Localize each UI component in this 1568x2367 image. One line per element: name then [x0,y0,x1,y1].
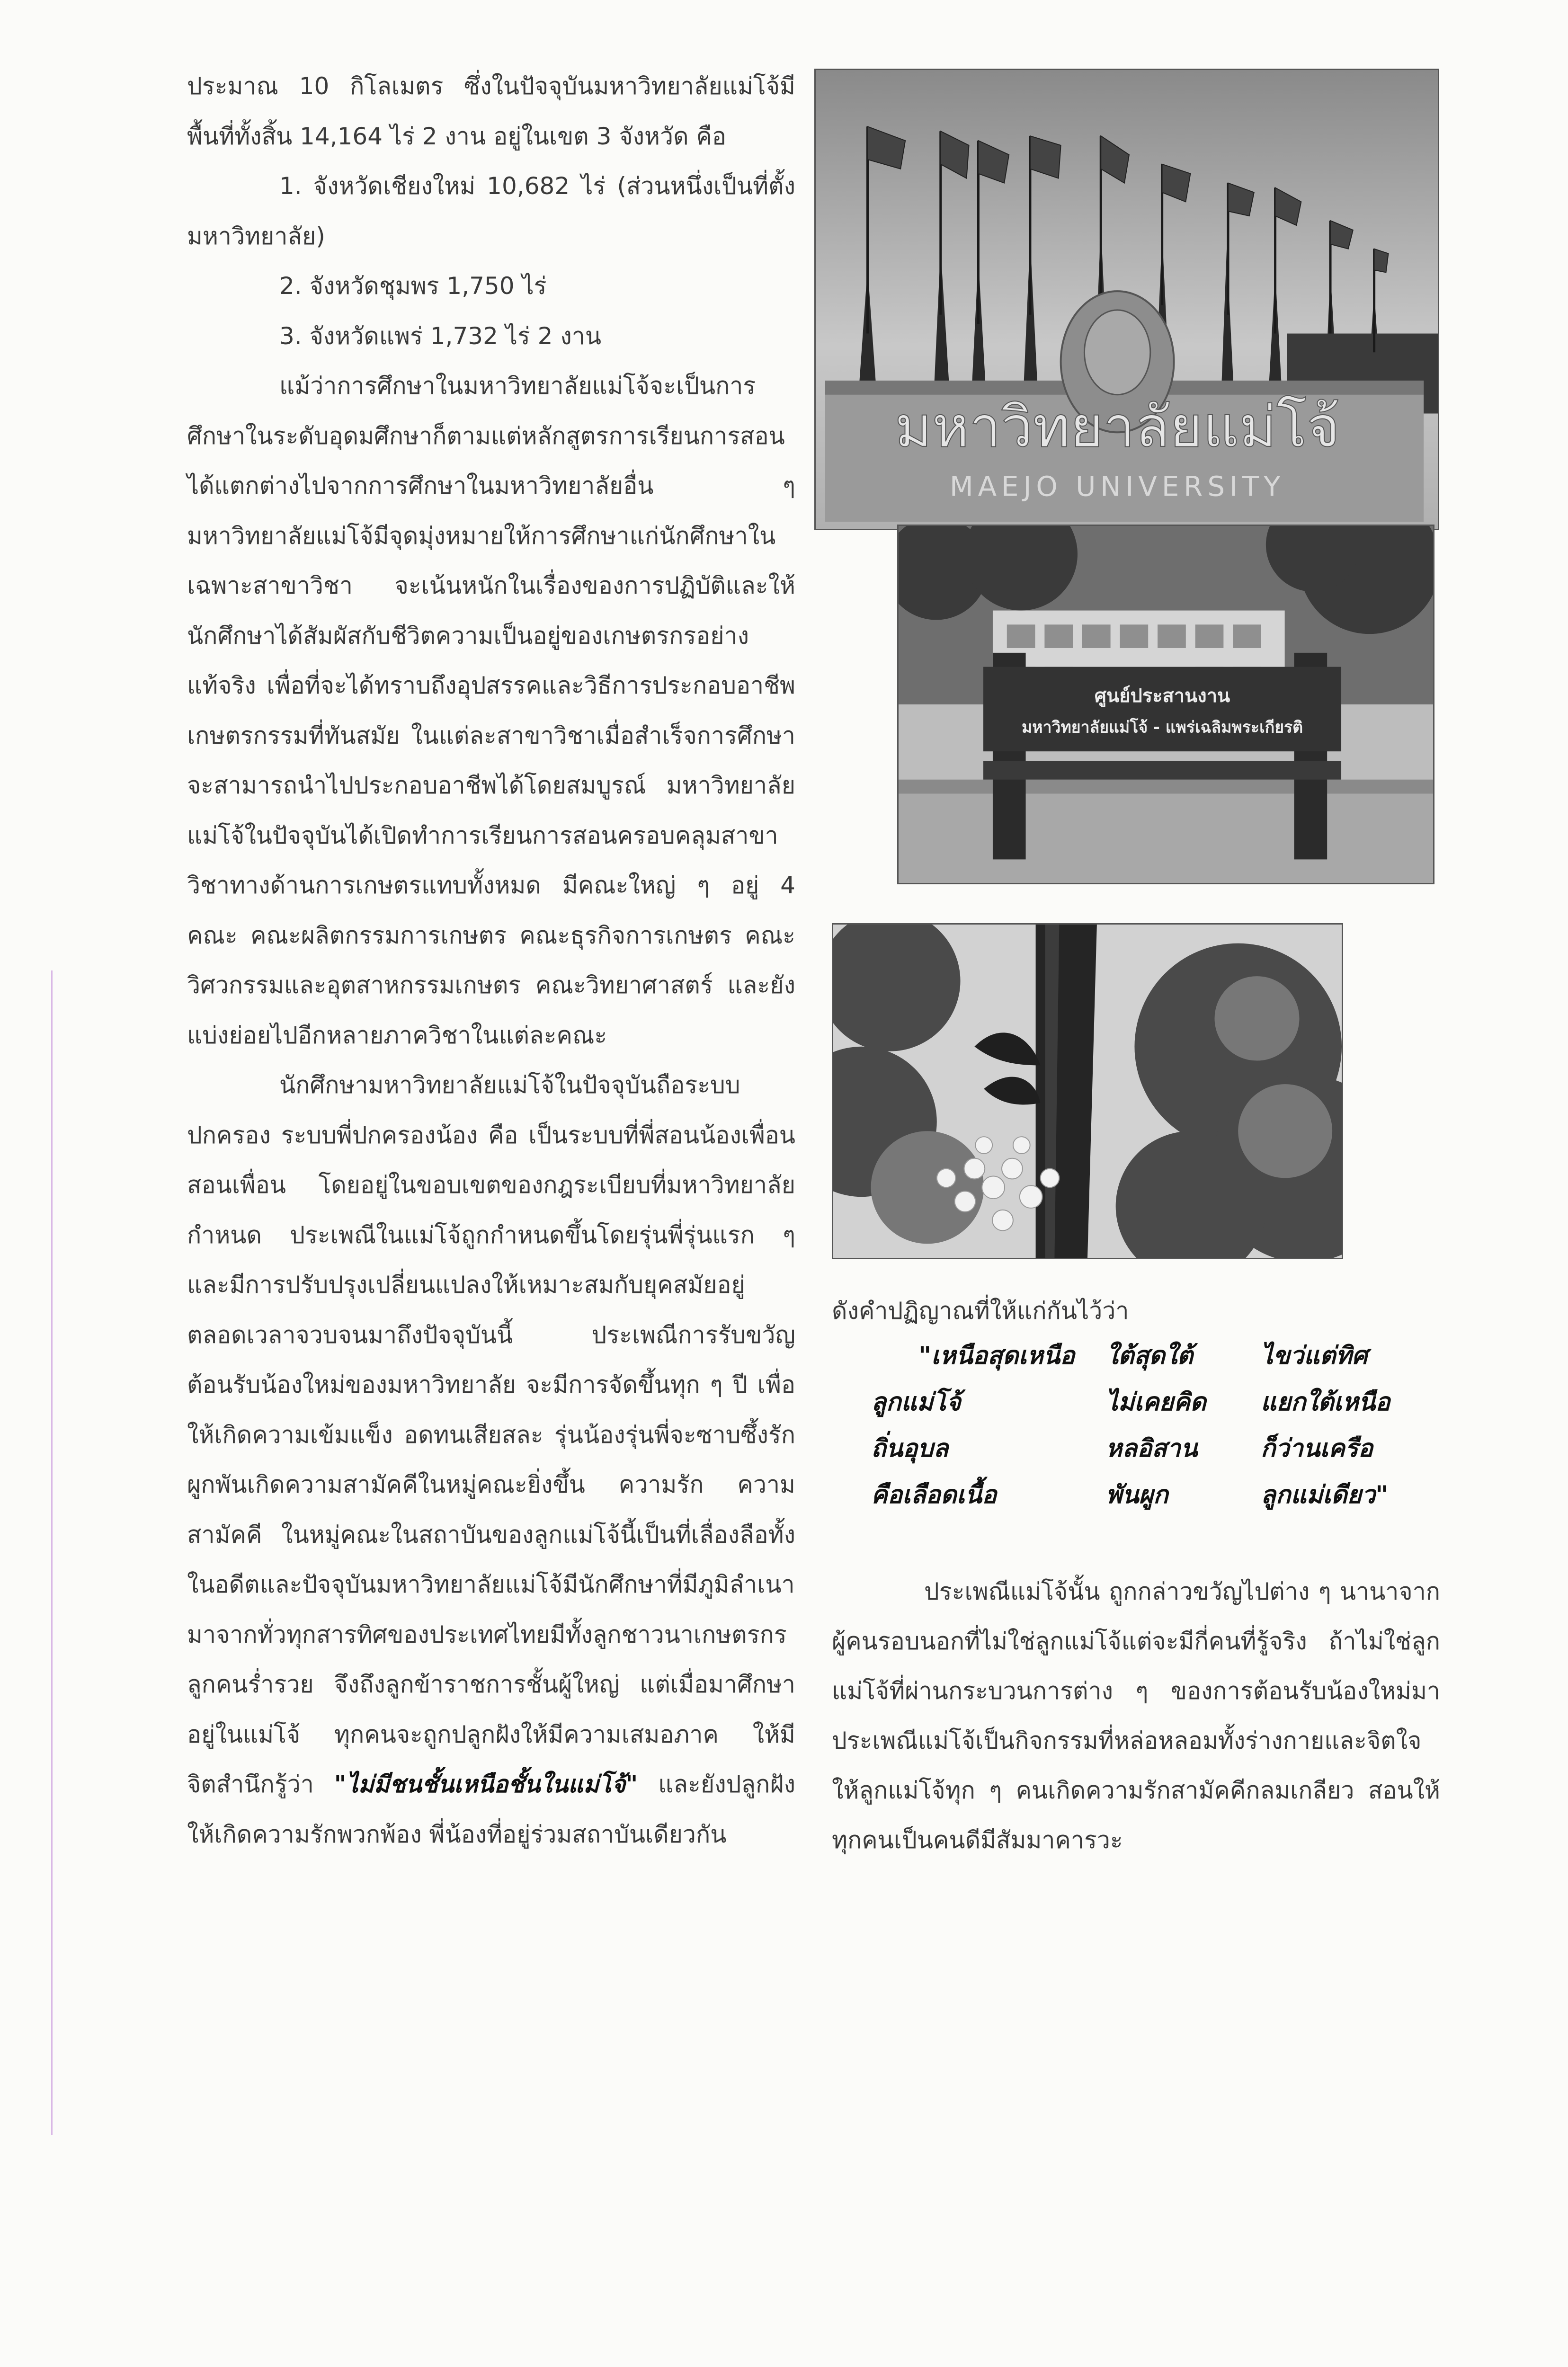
poem-line [871,1425,1416,1472]
page-footer [438,2360,1223,2367]
poem-verse: ก็ว่านเครือ [1261,1425,1416,1472]
photo-coordination-center [897,525,1434,884]
poem-verse: คือเลือดเนื้อ [871,1472,1106,1518]
photo-university-sign-image [816,70,1438,529]
sign1-text: มหาวิทยาลัยแม่โจ้ [895,394,1340,460]
poem-verse: ลูกแม่เดียว" [1261,1472,1416,1518]
paragraph-education: แม้ว่าการศึกษาในมหาวิทยาลัยแม่โจ้จะเป็นการศึกษาในระดับอุดมศึกษาก็ตามแต่หลักสูตรการเรียนการสอนได้แตกต่างไปจากการศึกษาในมหาวิทยาลัยอื่น ๆ มหาวิทยาลัยแม่โจ้มีจุดมุ่งหมายให้การศึกษาแก่นักศึกษาในเฉพาะสาขาวิชา จะเน้นหนักในเรื่องของการปฏิบัติและให้นักศึกษาได้สัมผัสกับชีวิตความเป็นอยู่ของเกษตรกรอย่างแท้จริง เพื่อที่จะได้ทราบถึงอุปสรรคและวิธีการประกอบอาชีพเกษตรกรรมที่ทันสมัย ในแต่ละสาขาวิชาเมื่อสำเร็จการศึกษาจะสามารถนำไปประกอบอาชีพได้โดยสมบูรณ์ มหาวิทยาลัยแม่โจ้ในปัจจุบันได้เปิดทำการเรียนการสอนครอบคลุมสาขาวิชาทางด้านการเกษตรแทบทั้งหมด มีคณะใหญ่ ๆ อยู่ 4 คณะ คณะผลิตกรรมการเกษตร คณะธุรกิจการเกษตร คณะวิศวกรรมและอุตสาหกรรมเกษตร คณะวิทยาศาสตร์ และยังแบ่งย่อยไปอีกหลายภาควิชาในแต่ละคณะ [187,361,795,1060]
margin-line [51,970,53,2135]
poem-verse: ไม่เคยคิด [1106,1379,1261,1425]
poem-verse: พันผูก [1106,1472,1261,1518]
paragraph-students [187,1060,795,1860]
sign2-line2: มหาวิทยาลัยแม่โจ้ - แพร่เฉลิมพระเกียรติ [1022,718,1303,737]
pledge-intro: ดังคำปฏิญาณที่ให้แก่กันไว้ว่า [832,1288,1440,1334]
paragraph-students-end: และยังปลูกฝังให้เกิดความรักพวกพ้อง พี่น้องที่อยู่ร่วมสถาบันเดียวกัน [187,1771,795,1848]
poem-verse: ไขว่แต่ทิศ [1261,1333,1416,1379]
paragraph-tradition-text: ประเพณีแม่โจ้นั้น ถูกกล่าวขวัญไปต่าง ๆ นานาจากผู้คนรอบนอกที่ไม่ใช่ลูกแม่โจ้แต่จะมีกี่คนที่รู้จริง ถ้าไม่ใช่ลูกแม่โจ้ที่ผ่านกระบวนการต่าง ๆ ของการต้อนรับน้องใหม่มา ประเพณีแม่โจ้เป็นกิจกรรมที่หล่อหลอมทั้งร่างกายและจิตใจให้ลูกแม่โจ้ทุก ๆ คนเกิดความรักสามัคคีกลมเกลียว สอนให้ทุกคนเป็นคนดีมีสัมมาคารวะ [832,1567,1440,1865]
sign1-subtext: MAEJO UNIVERSITY [950,470,1285,502]
motto-quote: "ไม่มีชนชั้นเหนือชั้นในแม่โจ้" [334,1771,638,1798]
paragraph-area-intro: ประมาณ 10 กิโลเมตร ซึ่งในปัจจุบันมหาวิทยาลัยแม่โจ้มีพื้นที่ทั้งสิ้น 14,164 ไร่ 2 งาน อยู่ในเขต 3 จังหวัด คือ [187,62,795,161]
poem-verse: "เหนือสุดเหนือ [871,1333,1106,1379]
poem-verse: ถิ่นอุบล [871,1425,1106,1472]
photo-orchids [832,923,1343,1259]
poem-line [871,1379,1416,1425]
poem-line [871,1333,1416,1379]
left-column [187,62,795,1860]
list-item-phrae: 3. จังหวัดแพร่ 1,732 ไร่ 2 งาน [187,311,795,362]
pledge-poem [871,1333,1416,1518]
poem-line [871,1472,1416,1518]
poem-verse: แยกใต้เหนือ [1261,1379,1416,1425]
poem-verse: ใต้สุดใต้ [1106,1333,1261,1379]
photo-coordination-center-image [899,526,1433,883]
poem-verse: ลูกแม่โจ้ [871,1379,1106,1425]
sign2-line1: ศูนย์ประสานงาน [1095,685,1230,707]
photo-orchids-image [833,925,1342,1258]
photo-university-sign [814,69,1439,530]
list-item-chiangmai: 1. จังหวัดเชียงใหม่ 10,682 ไร่ (ส่วนหนึ่งเป็นที่ตั้งมหาวิทยาลัย) [187,161,795,261]
paragraph-tradition [832,1567,1440,1865]
right-column [832,1288,1440,1334]
paragraph-students-text: นักศึกษามหาวิทยาลัยแม่โจ้ในปัจจุบันถือระบบปกครอง ระบบพี่ปกครองน้อง คือ เป็นระบบที่พี่สอนน้องเพื่อนสอนเพื่อน โดยอยู่ในขอบเขตของกฎระเบียบที่มหาวิทยาลัยกำหนด ประเพณีในแม่โจ้ถูกกำหนดขึ้นโดยรุ่นพี่รุ่นแรก ๆ และมีการปรับปรุงเปลี่ยนแปลงให้เหมาะสมกับยุคสมัยอยู่ตลอดเวลาจวบจนมาถึงปัจจุบันนี้ ประเพณีการรับขวัญต้อนรับน้องใหม่ของมหาวิทยาลัย จะมีการจัดขึ้นทุก ๆ ปี เพื่อให้เกิดความเข้มแข็ง อดทนเสียสละ รุ่นน้องรุ่นพี่จะซาบซึ้งรักผูกพันเกิดความสามัคคีในหมู่คณะยิ่งขึ้น ความรัก ความสามัคคี ในหมู่คณะในสถาบันของลูกแม่โจ้นี้เป็นที่เลื่องลือทั้งในอดีตและปัจจุบันมหาวิทยาลัยแม่โจ้มีนักศึกษาที่มีภูมิลำเนามาจากทั่วทุกสารทิศของประเทศไทยมีทั้งลูกชาวนาเกษตรกร ลูกคนร่ำรวย จึงถึงลูกข้าราชการชั้นผู้ใหญ่ แต่เมื่อมาศึกษาอยู่ในแม่โจ้ ทุกคนจะถูกปลูกฝังให้มีความเสมอภาค ให้มีจิตสำนึกรู้ว่า [187,1071,795,1798]
list-item-chumphon: 2. จังหวัดชุมพร 1,750 ไร่ [187,261,795,311]
poem-verse: หลอิสาน [1106,1425,1261,1472]
